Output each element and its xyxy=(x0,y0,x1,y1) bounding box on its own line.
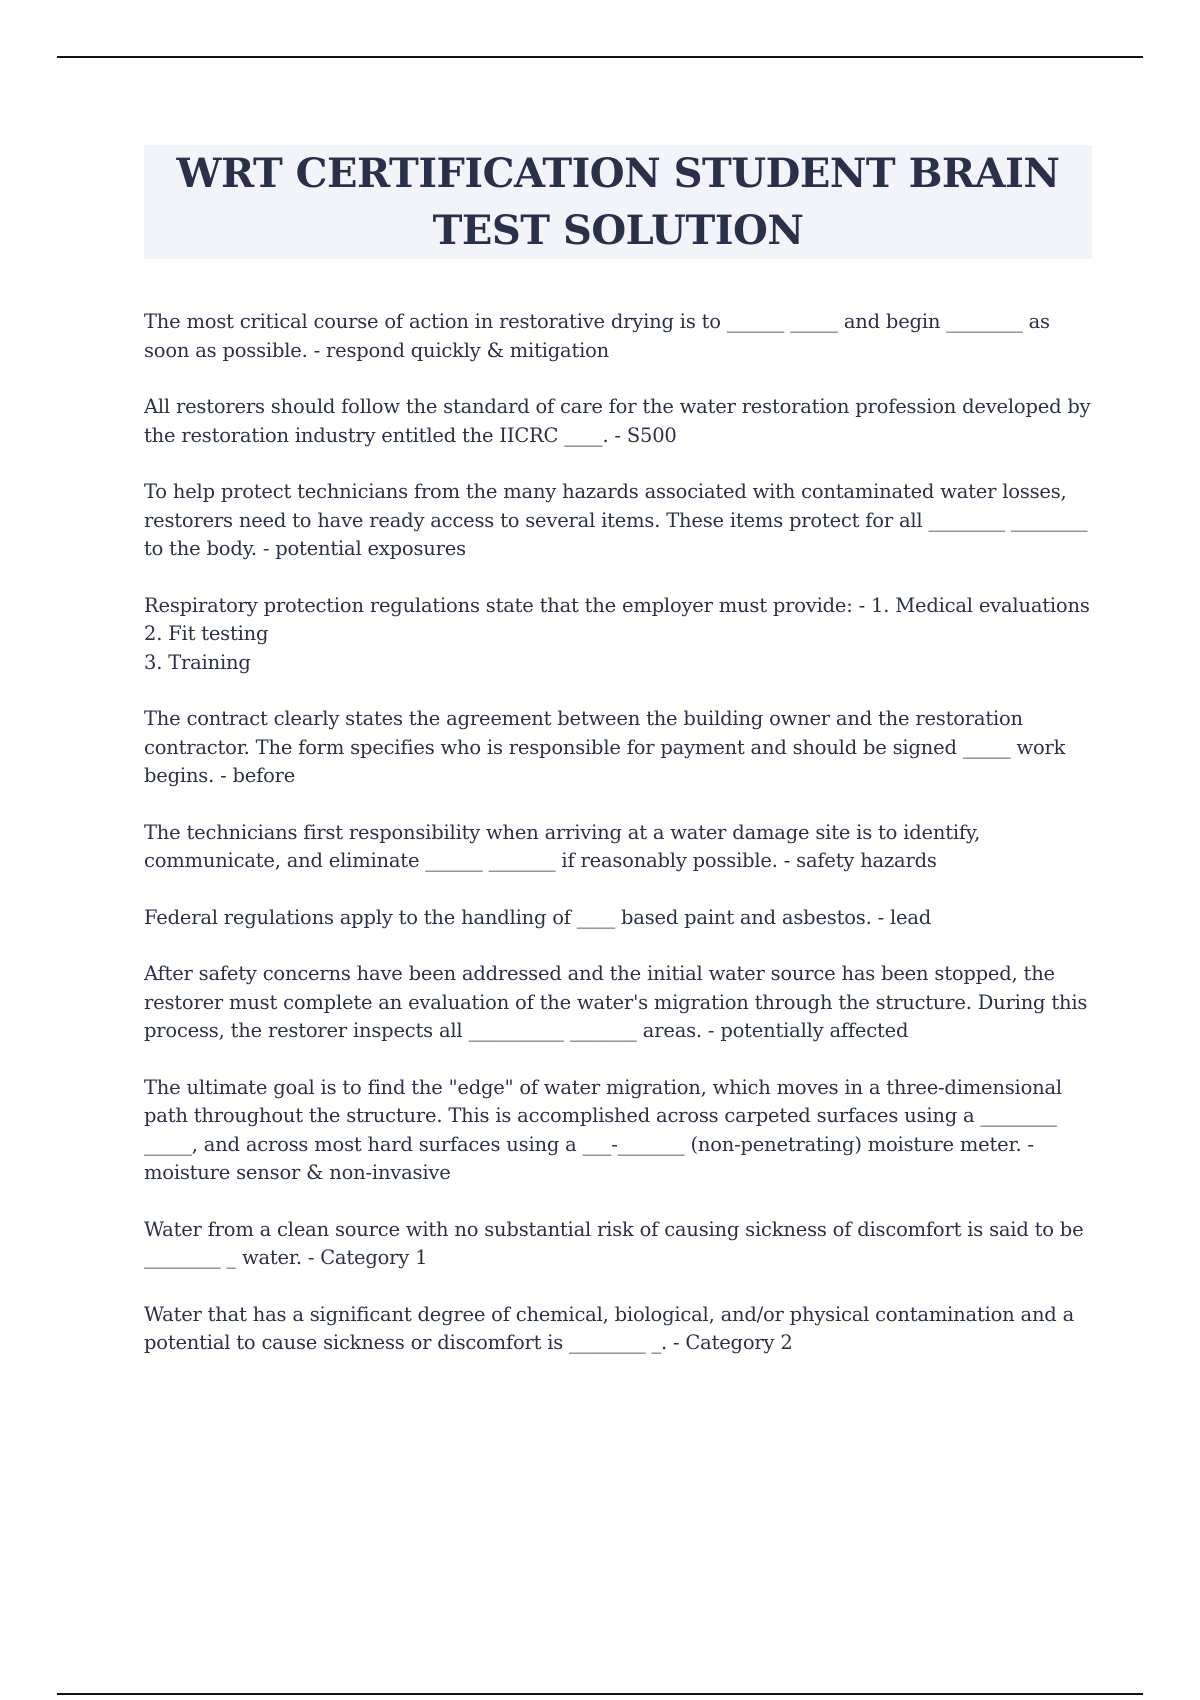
qa-item: To help protect technicians from the many hazards associated with contaminated water losses, restorers need to have ready access to several items. These items protect for all ________ ________ to the body. - potential exposures xyxy=(144,480,1088,560)
qa-item: Respiratory protection regulations state that the employer must provide: - 1. Medical evaluations 2. Fit testing 3. Training xyxy=(144,593,1090,674)
footer-rule xyxy=(57,1693,1143,1695)
qa-item: All restorers should follow the standard of care for the water restoration profession developed by the restoration industry entitled the IICRC ____. - S500 xyxy=(144,395,1091,447)
title-banner xyxy=(144,145,1092,259)
qa-item: Water that has a significant degree of chemical, biological, and/or physical contamination and a potential to cause sickness or discomfort is ________ _. - Category 2 xyxy=(144,1302,1075,1354)
header-rule xyxy=(57,56,1143,58)
qa-item: Water from a clean source with no substantial risk of causing sickness of discomfort is said to be ________ _ water. - Category 1 xyxy=(144,1217,1084,1269)
question-answer-list xyxy=(144,308,1092,1386)
qa-item: After safety concerns have been addressed and the initial water source has been stopped, the restorer must complete an evaluation of the water's migration through the structure. During this process, the restorer inspects all __________ _______ areas. - potentially affected xyxy=(144,962,1088,1042)
qa-item: Federal regulations apply to the handling of ____ based paint and asbestos. - lead xyxy=(144,905,932,929)
qa-item: The contract clearly states the agreement between the building owner and the restoration contractor. The form specifies who is responsible for payment and should be signed _____ work begins. - before xyxy=(144,707,1066,787)
qa-item: The most critical course of action in restorative drying is to ______ _____ and begin ________ as soon as possible. - respond quickly & mitigation xyxy=(144,310,1050,362)
qa-item: The ultimate goal is to find the "edge" of water migration, which moves in a three-dimensional path throughout the structure. This is accomplished across carpeted surfaces using a ________ _____, and across most hard surfaces using a ___-_______ (non-penetrating) moisture meter. - moisture sensor & non-invasive xyxy=(144,1075,1062,1184)
document-title: WRT CERTIFICATION STUDENT BRAIN TEST SOLUTION xyxy=(176,150,1060,254)
qa-item: The technicians first responsibility when arriving at a water damage site is to identify, communicate, and eliminate ______ _______ if reasonably possible. - safety hazards xyxy=(144,820,981,872)
